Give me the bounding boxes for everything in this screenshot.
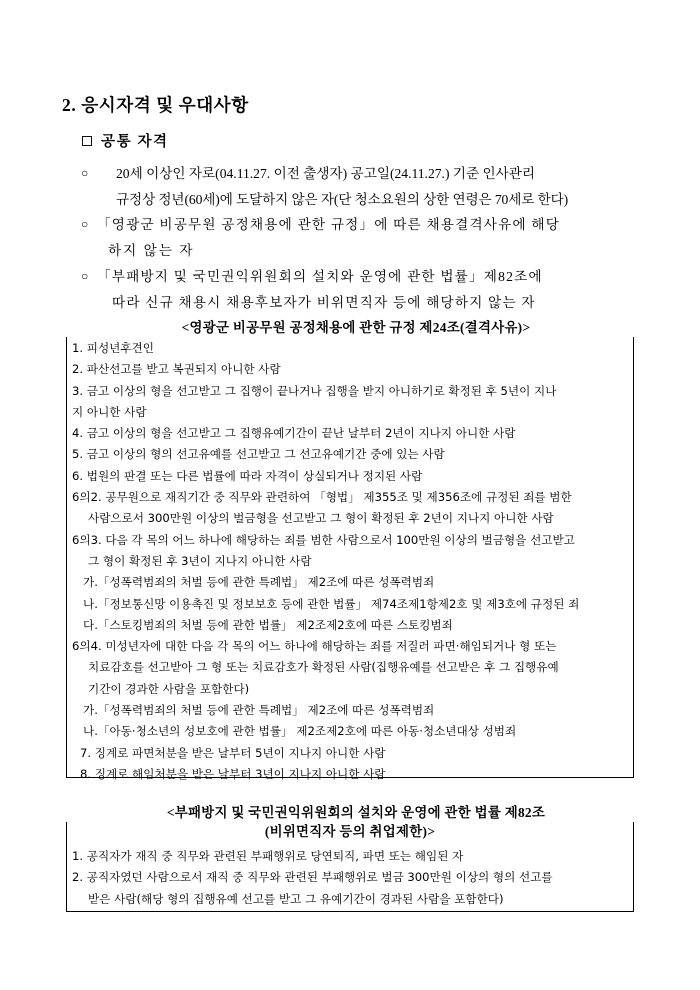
- bullet-text: [84, 212, 640, 263]
- law-item: 6의2. 공무원으로 재직기간 중 직무와 관련하여 「형법」 제355조 및 제356조에 규정된 죄를 범한: [72, 490, 572, 505]
- bullet-text: [100, 161, 640, 212]
- bullet-paragraph: [81, 264, 640, 315]
- law-item: 가.「성폭력범죄의 처벌 등에 관한 특례법」 제2조에 따른 성폭력범죄: [83, 575, 435, 590]
- law-item: 기간이 경과한 사람을 포함한다): [88, 681, 250, 696]
- law-item: 1. 공직자가 재직 중 직무와 관련된 부패행위로 당연퇴직, 파면 또는 해임된 자: [72, 849, 464, 863]
- law-box-1-content: [72, 338, 630, 785]
- law-item: 6. 법원의 판결 또는 다른 법률에 따라 자격이 상실되거나 정지된 사람: [72, 468, 423, 483]
- bullet-line: 20세 이상인 자로(04.11.27. 이전 출생자) 공고일(24.11.27.) 기준 인사관리: [116, 166, 536, 181]
- circle-bullet-icon: ○: [81, 166, 89, 180]
- law-item: 나.「정보통신망 이용촉진 및 정보보호 등에 관한 법률」 제74조제1항제2호 및 제3호에 규정된 죄: [83, 596, 580, 611]
- bullet-line: 「영광군 비공무원 공정채용에 관한 규정」에 따른 채용결격사유에 해당: [97, 217, 561, 232]
- law-item: 4. 금고 이상의 형을 선고받고 그 집행유예기간이 끝난 날부터 2년이 지나지 아니한 사람: [72, 426, 516, 441]
- law-item: 나.「아동·청소년의 성보호에 관한 법률」 제2조제2호에 따른 아동·청소년대상 성범죄: [83, 724, 517, 739]
- law-item: 사람으로서 300만원 이상의 벌금형을 선고받고 그 형이 확정된 후 2년이 지나지 아니한 사람: [88, 511, 554, 526]
- law-item: 1. 피성년후견인: [72, 341, 154, 355]
- bullet-line: 하지 않는 자: [108, 242, 195, 258]
- qualification-bullet-3: [81, 264, 640, 315]
- law-item: 치료감호를 선고받아 그 형 또는 치료감호가 확정된 사람(집행유예를 선고받은 후 그 집행유예: [88, 660, 559, 675]
- sub-heading-label: 공통 자격: [101, 134, 169, 150]
- law-item: 받은 사람(해당 형의 집행유예 선고를 받고 그 유예기간이 경과된 사람을 포함한다): [88, 891, 504, 906]
- bullet-text: [84, 264, 640, 315]
- circle-bullet-icon: ○: [81, 269, 89, 283]
- law-box-1-title: <영광군 비공무원 공정채용에 관한 규정 제24조(결격사유)>: [66, 318, 646, 337]
- law-box-2-title-line1: <부패방지 및 국민권익위원회의 설치와 운영에 관한 법률 제82조: [66, 803, 646, 822]
- bullet-line: 「부패방지 및 국민권익위원회의 설치와 운영에 관한 법률」제82조에: [97, 269, 543, 284]
- sub-heading: [82, 130, 169, 151]
- law-item: 6의3. 다음 각 목의 어느 하나에 해당하는 죄를 범한 사람으로서 100만원 이상의 벌금형을 선고받고: [72, 532, 575, 547]
- law-box-2-title-line2: (비위면직자 등의 취업제한)>: [264, 824, 436, 839]
- law-item: 8. 징계로 해임처분을 받은 날부터 3년이 지나지 아니한 사람: [80, 766, 386, 781]
- bullet-paragraph: [81, 212, 640, 263]
- law-item: 2. 파산선고를 받고 복권되지 아니한 사람: [72, 362, 281, 377]
- circle-bullet-icon: ○: [81, 217, 89, 231]
- bullet-paragraph: [81, 161, 640, 212]
- qualification-bullet-1: [81, 161, 640, 212]
- page-title: 2. 응시자격 및 우대사항: [62, 95, 249, 115]
- law-item: 가.「성폭력범죄의 처벌 등에 관한 특례법」 제2조에 따른 성폭력범죄: [83, 703, 435, 718]
- qualification-bullet-2: [81, 212, 640, 263]
- law-item: 5. 금고 이상의 형의 선고유예를 선고받고 그 선고유예기간 중에 있는 사람: [72, 447, 445, 462]
- law-item: 3. 금고 이상의 형을 선고받고 그 집행이 끝나거나 집행을 받지 아니하기로 확정된 후 5년이 지나: [72, 383, 557, 398]
- law-item: 지 아니한 사람: [72, 404, 147, 419]
- law-item: 6의4. 미성년자에 대한 다음 각 목의 어느 하나에 해당하는 죄를 저질러 파면·해임되거나 형 또는: [72, 639, 557, 654]
- law-item: 다.「스토킹범죄의 처벌 등에 관한 법률」 제2조제2호에 따른 스토킹범죄: [83, 617, 453, 632]
- bullet-line: 따라 신규 채용시 채용후보자가 비위면직자 등에 해당하지 않는 자: [112, 294, 536, 310]
- law-item: 2. 공직자였던 사람으로서 재직 중 직무와 관련된 부패행위로 벌금 300만원 이상의 형의 선고를: [72, 870, 553, 885]
- law-item: 그 형이 확정된 후 3년이 지나지 아니한 사람: [88, 553, 312, 568]
- bullet-line: 규정상 정년(60세)에 도달하지 않은 자(단 청소요원의 상한 연령은 70세로 한다): [116, 191, 569, 207]
- law-item: 7. 징계로 파면처분을 받은 날부터 5년이 지나지 아니한 사람: [80, 745, 386, 760]
- square-bullet-icon: [82, 136, 92, 146]
- law-box-2-content: [72, 846, 630, 910]
